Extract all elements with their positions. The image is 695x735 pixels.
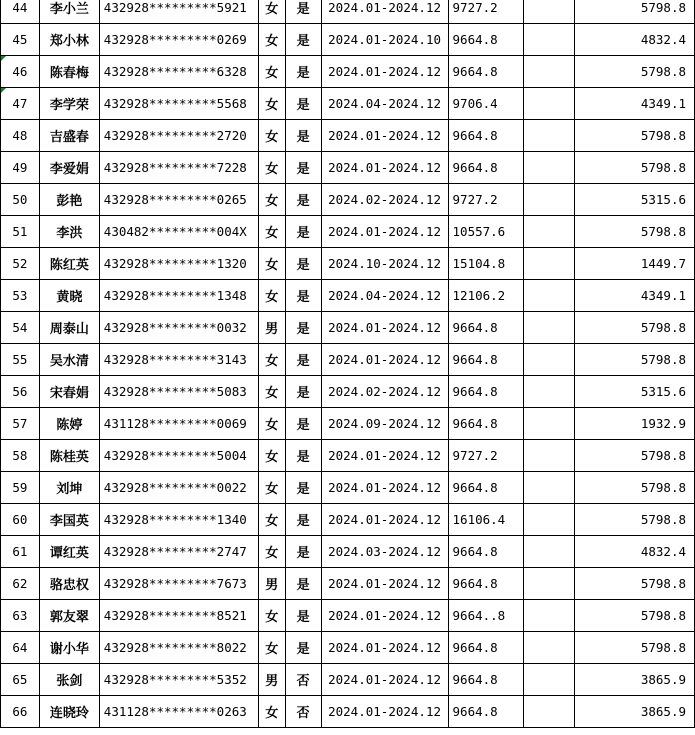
amount1-cell[interactable]: 9664.8 (448, 24, 524, 56)
blank-cell[interactable] (524, 568, 575, 600)
gender-cell[interactable]: 女 (258, 344, 285, 376)
amount2-cell[interactable]: 5798.8 (575, 472, 695, 504)
amount2-cell[interactable]: 5798.8 (575, 600, 695, 632)
period-cell[interactable]: 2024.01-2024.12 (321, 472, 448, 504)
blank-cell[interactable] (524, 312, 575, 344)
table-row (1, 600, 695, 632)
period-cell[interactable]: 2024.01-2024.10 (321, 24, 448, 56)
amount2-cell[interactable]: 3865.9 (575, 696, 695, 728)
blank-cell[interactable] (524, 440, 575, 472)
amount1-cell[interactable]: 9727.2 (448, 440, 524, 472)
amount2-cell[interactable]: 5798.8 (575, 344, 695, 376)
id-number-cell[interactable]: 432928*********1348 (99, 280, 258, 312)
table-row (1, 440, 695, 472)
name-cell[interactable]: 彭艳 (39, 184, 99, 216)
name-cell[interactable]: 陈红英 (39, 248, 99, 280)
seq-cell[interactable]: 60 (1, 504, 40, 536)
amount2-cell[interactable]: 4349.1 (575, 88, 695, 120)
amount1-cell[interactable]: 9727.2 (448, 0, 524, 24)
name-cell[interactable]: 吉盛春 (39, 120, 99, 152)
amount1-cell[interactable]: 9706.4 (448, 88, 524, 120)
flag-cell[interactable]: 是 (285, 248, 321, 280)
name-cell[interactable]: 骆忠权 (39, 568, 99, 600)
amount2-cell[interactable]: 5798.8 (575, 152, 695, 184)
flag-cell[interactable]: 是 (285, 568, 321, 600)
blank-cell[interactable] (524, 216, 575, 248)
table-row (1, 472, 695, 504)
amount1-cell[interactable]: 10557.6 (448, 216, 524, 248)
blank-cell[interactable] (524, 408, 575, 440)
name-cell[interactable]: 陈婷 (39, 408, 99, 440)
blank-cell[interactable] (524, 88, 575, 120)
id-number-cell[interactable]: 432928*********7673 (99, 568, 258, 600)
blank-cell[interactable] (524, 24, 575, 56)
blank-cell[interactable] (524, 600, 575, 632)
period-cell[interactable]: 2024.01-2024.12 (321, 632, 448, 664)
table-row (1, 152, 695, 184)
flag-cell[interactable]: 是 (285, 472, 321, 504)
amount1-cell[interactable]: 9664.8 (448, 376, 524, 408)
amount1-cell[interactable]: 9664.8 (448, 632, 524, 664)
flag-cell[interactable]: 是 (285, 632, 321, 664)
name-cell[interactable]: 吴水清 (39, 344, 99, 376)
seq-cell[interactable]: 54 (1, 312, 40, 344)
amount1-cell[interactable]: 9727.2 (448, 184, 524, 216)
name-cell[interactable]: 李小兰 (39, 0, 99, 24)
table-row (1, 696, 695, 728)
table-row (1, 280, 695, 312)
amount2-cell[interactable]: 1932.9 (575, 408, 695, 440)
table-row (1, 664, 695, 696)
period-cell[interactable]: 2024.01-2024.12 (321, 504, 448, 536)
table-row (1, 0, 695, 24)
name-cell[interactable]: 谭红英 (39, 536, 99, 568)
table-body (1, 0, 695, 728)
gender-cell[interactable]: 女 (258, 472, 285, 504)
id-number-cell[interactable]: 432928*********5568 (99, 88, 258, 120)
seq-cell[interactable]: 44 (1, 0, 40, 24)
flag-cell[interactable]: 是 (285, 24, 321, 56)
gender-cell[interactable]: 女 (258, 152, 285, 184)
name-cell[interactable]: 李学荣 (39, 88, 99, 120)
name-cell[interactable]: 黄晓 (39, 280, 99, 312)
amount1-cell[interactable]: 9664..8 (448, 600, 524, 632)
flag-cell[interactable]: 是 (285, 56, 321, 88)
amount2-cell[interactable]: 5798.8 (575, 440, 695, 472)
amount1-cell[interactable]: 9664.8 (448, 120, 524, 152)
period-cell[interactable]: 2024.09-2024.12 (321, 408, 448, 440)
amount1-cell[interactable]: 9664.8 (448, 408, 524, 440)
id-number-cell[interactable]: 430482*********004X (99, 216, 258, 248)
period-cell[interactable]: 2024.01-2024.12 (321, 664, 448, 696)
amount2-cell[interactable]: 4832.4 (575, 24, 695, 56)
id-number-cell[interactable]: 432928*********0265 (99, 184, 258, 216)
id-number-cell[interactable]: 432928*********7228 (99, 152, 258, 184)
name-cell[interactable]: 周泰山 (39, 312, 99, 344)
flag-cell[interactable]: 是 (285, 0, 321, 24)
id-number-cell[interactable]: 432928*********8521 (99, 600, 258, 632)
amount1-cell[interactable]: 16106.4 (448, 504, 524, 536)
seq-cell[interactable]: 57 (1, 408, 40, 440)
seq-cell[interactable]: 52 (1, 248, 40, 280)
blank-cell[interactable] (524, 632, 575, 664)
seq-cell[interactable]: 56 (1, 376, 40, 408)
seq-cell[interactable]: 53 (1, 280, 40, 312)
blank-cell[interactable] (524, 472, 575, 504)
period-cell[interactable]: 2024.10-2024.12 (321, 248, 448, 280)
gender-cell[interactable]: 男 (258, 568, 285, 600)
amount2-cell[interactable]: 5798.8 (575, 568, 695, 600)
seq-cell[interactable]: 48 (1, 120, 40, 152)
table-row (1, 344, 695, 376)
gender-cell[interactable]: 女 (258, 248, 285, 280)
seq-cell[interactable]: 47 (1, 88, 40, 120)
id-number-cell[interactable]: 432928*********0269 (99, 24, 258, 56)
amount2-cell[interactable]: 5315.6 (575, 376, 695, 408)
blank-cell[interactable] (524, 0, 575, 24)
seq-cell[interactable]: 63 (1, 600, 40, 632)
gender-cell[interactable]: 女 (258, 600, 285, 632)
amount2-cell[interactable]: 5315.6 (575, 184, 695, 216)
id-number-cell[interactable]: 432928*********5004 (99, 440, 258, 472)
table-row (1, 536, 695, 568)
table-row (1, 568, 695, 600)
gender-cell[interactable]: 女 (258, 184, 285, 216)
flag-cell[interactable]: 是 (285, 280, 321, 312)
period-cell[interactable]: 2024.01-2024.12 (321, 0, 448, 24)
seq-cell[interactable]: 62 (1, 568, 40, 600)
seq-cell[interactable]: 64 (1, 632, 40, 664)
amount1-cell[interactable]: 9664.8 (448, 56, 524, 88)
table-row (1, 248, 695, 280)
gender-cell[interactable]: 女 (258, 440, 285, 472)
seq-cell[interactable]: 50 (1, 184, 40, 216)
blank-cell[interactable] (524, 56, 575, 88)
gender-cell[interactable]: 女 (258, 280, 285, 312)
blank-cell[interactable] (524, 504, 575, 536)
id-number-cell[interactable]: 432928*********8022 (99, 632, 258, 664)
blank-cell[interactable] (524, 248, 575, 280)
name-cell[interactable]: 刘坤 (39, 472, 99, 504)
flag-cell[interactable]: 否 (285, 664, 321, 696)
flag-cell[interactable]: 是 (285, 344, 321, 376)
period-cell[interactable]: 2024.02-2024.12 (321, 376, 448, 408)
flag-cell[interactable]: 是 (285, 440, 321, 472)
amount2-cell[interactable]: 3865.9 (575, 664, 695, 696)
gender-cell[interactable]: 女 (258, 408, 285, 440)
flag-cell[interactable]: 是 (285, 312, 321, 344)
blank-cell[interactable] (524, 344, 575, 376)
id-number-cell[interactable]: 432928*********3143 (99, 344, 258, 376)
period-cell[interactable]: 2024.04-2024.12 (321, 280, 448, 312)
seq-cell[interactable]: 58 (1, 440, 40, 472)
id-number-cell[interactable]: 432928*********5921 (99, 0, 258, 24)
period-cell[interactable]: 2024.01-2024.12 (321, 152, 448, 184)
period-cell[interactable]: 2024.01-2024.12 (321, 440, 448, 472)
period-cell[interactable]: 2024.01-2024.12 (321, 696, 448, 728)
id-number-cell[interactable]: 432928*********2747 (99, 536, 258, 568)
flag-cell[interactable]: 是 (285, 152, 321, 184)
amount2-cell[interactable]: 5798.8 (575, 312, 695, 344)
table-row (1, 408, 695, 440)
seq-cell[interactable]: 49 (1, 152, 40, 184)
blank-cell[interactable] (524, 664, 575, 696)
amount1-cell[interactable]: 9664.8 (448, 568, 524, 600)
id-number-cell[interactable]: 432928*********6328 (99, 56, 258, 88)
gender-cell[interactable]: 男 (258, 312, 285, 344)
amount2-cell[interactable]: 4832.4 (575, 536, 695, 568)
id-number-cell[interactable]: 432928*********5083 (99, 376, 258, 408)
flag-cell[interactable]: 是 (285, 184, 321, 216)
name-cell[interactable]: 李爱娟 (39, 152, 99, 184)
id-number-cell[interactable]: 432928*********1340 (99, 504, 258, 536)
gender-cell[interactable]: 女 (258, 120, 285, 152)
amount1-cell[interactable]: 9664.8 (448, 696, 524, 728)
id-number-cell[interactable]: 432928*********0022 (99, 472, 258, 504)
name-cell[interactable]: 李国英 (39, 504, 99, 536)
flag-cell[interactable]: 是 (285, 536, 321, 568)
table-row (1, 632, 695, 664)
amount1-cell[interactable]: 12106.2 (448, 280, 524, 312)
blank-cell[interactable] (524, 120, 575, 152)
seq-cell[interactable]: 55 (1, 344, 40, 376)
name-cell[interactable]: 连晓玲 (39, 696, 99, 728)
gender-cell[interactable]: 女 (258, 216, 285, 248)
amount1-cell[interactable]: 9664.8 (448, 152, 524, 184)
table-row (1, 376, 695, 408)
blank-cell[interactable] (524, 280, 575, 312)
flag-cell[interactable]: 是 (285, 88, 321, 120)
id-number-cell[interactable]: 432928*********2720 (99, 120, 258, 152)
table-row (1, 184, 695, 216)
amount1-cell[interactable]: 9664.8 (448, 312, 524, 344)
amount2-cell[interactable]: 5798.8 (575, 0, 695, 24)
period-cell[interactable]: 2024.01-2024.12 (321, 568, 448, 600)
id-number-cell[interactable]: 432928*********5352 (99, 664, 258, 696)
name-cell[interactable]: 陈春梅 (39, 56, 99, 88)
period-cell[interactable]: 2024.03-2024.12 (321, 536, 448, 568)
seq-cell[interactable]: 66 (1, 696, 40, 728)
gender-cell[interactable]: 女 (258, 88, 285, 120)
seq-cell[interactable]: 61 (1, 536, 40, 568)
gender-cell[interactable]: 男 (258, 664, 285, 696)
name-cell[interactable]: 张剑 (39, 664, 99, 696)
name-cell[interactable]: 宋春娟 (39, 376, 99, 408)
amount1-cell[interactable]: 9664.8 (448, 664, 524, 696)
period-cell[interactable]: 2024.01-2024.12 (321, 344, 448, 376)
name-cell[interactable]: 郭友翠 (39, 600, 99, 632)
period-cell[interactable]: 2024.04-2024.12 (321, 88, 448, 120)
name-cell[interactable]: 陈桂英 (39, 440, 99, 472)
blank-cell[interactable] (524, 152, 575, 184)
flag-cell[interactable]: 是 (285, 600, 321, 632)
name-cell[interactable]: 谢小华 (39, 632, 99, 664)
blank-cell[interactable] (524, 536, 575, 568)
blank-cell[interactable] (524, 376, 575, 408)
amount2-cell[interactable]: 4349.1 (575, 280, 695, 312)
id-number-cell[interactable]: 432928*********1320 (99, 248, 258, 280)
name-cell[interactable]: 郑小林 (39, 24, 99, 56)
table-row (1, 24, 695, 56)
amount2-cell[interactable]: 5798.8 (575, 120, 695, 152)
period-cell[interactable]: 2024.01-2024.12 (321, 56, 448, 88)
gender-cell[interactable]: 女 (258, 696, 285, 728)
gender-cell[interactable]: 女 (258, 632, 285, 664)
seq-cell[interactable]: 46 (1, 56, 40, 88)
table-row (1, 120, 695, 152)
blank-cell[interactable] (524, 184, 575, 216)
id-number-cell[interactable]: 431128*********0263 (99, 696, 258, 728)
amount2-cell[interactable]: 5798.8 (575, 632, 695, 664)
flag-cell[interactable]: 是 (285, 216, 321, 248)
amount2-cell[interactable]: 5798.8 (575, 504, 695, 536)
table-row (1, 312, 695, 344)
gender-cell[interactable]: 女 (258, 56, 285, 88)
gender-cell[interactable]: 女 (258, 504, 285, 536)
period-cell[interactable]: 2024.01-2024.12 (321, 600, 448, 632)
amount1-cell[interactable]: 9664.8 (448, 536, 524, 568)
cell-error-indicator-icon (1, 56, 6, 61)
gender-cell[interactable]: 女 (258, 0, 285, 24)
table-row (1, 88, 695, 120)
gender-cell[interactable]: 女 (258, 536, 285, 568)
table-row (1, 216, 695, 248)
period-cell[interactable]: 2024.01-2024.12 (321, 216, 448, 248)
table-row (1, 56, 695, 88)
seq-cell[interactable]: 45 (1, 24, 40, 56)
amount1-cell[interactable]: 9664.8 (448, 472, 524, 504)
seq-cell[interactable]: 65 (1, 664, 40, 696)
period-cell[interactable]: 2024.01-2024.12 (321, 120, 448, 152)
table-row (1, 504, 695, 536)
flag-cell[interactable]: 否 (285, 696, 321, 728)
id-number-cell[interactable]: 431128*********0069 (99, 408, 258, 440)
amount2-cell[interactable]: 5798.8 (575, 216, 695, 248)
gender-cell[interactable]: 女 (258, 24, 285, 56)
flag-cell[interactable]: 是 (285, 120, 321, 152)
flag-cell[interactable]: 是 (285, 408, 321, 440)
flag-cell[interactable]: 是 (285, 376, 321, 408)
amount1-cell[interactable]: 9664.8 (448, 344, 524, 376)
amount1-cell[interactable]: 15104.8 (448, 248, 524, 280)
seq-cell[interactable]: 51 (1, 216, 40, 248)
flag-cell[interactable]: 是 (285, 504, 321, 536)
id-number-cell[interactable]: 432928*********0032 (99, 312, 258, 344)
period-cell[interactable]: 2024.01-2024.12 (321, 312, 448, 344)
cell-error-indicator-icon (1, 88, 6, 93)
amount2-cell[interactable]: 1449.7 (575, 248, 695, 280)
seq-cell[interactable]: 59 (1, 472, 40, 504)
blank-cell[interactable] (524, 696, 575, 728)
amount2-cell[interactable]: 5798.8 (575, 56, 695, 88)
gender-cell[interactable]: 女 (258, 376, 285, 408)
name-cell[interactable]: 李洪 (39, 216, 99, 248)
period-cell[interactable]: 2024.02-2024.12 (321, 184, 448, 216)
